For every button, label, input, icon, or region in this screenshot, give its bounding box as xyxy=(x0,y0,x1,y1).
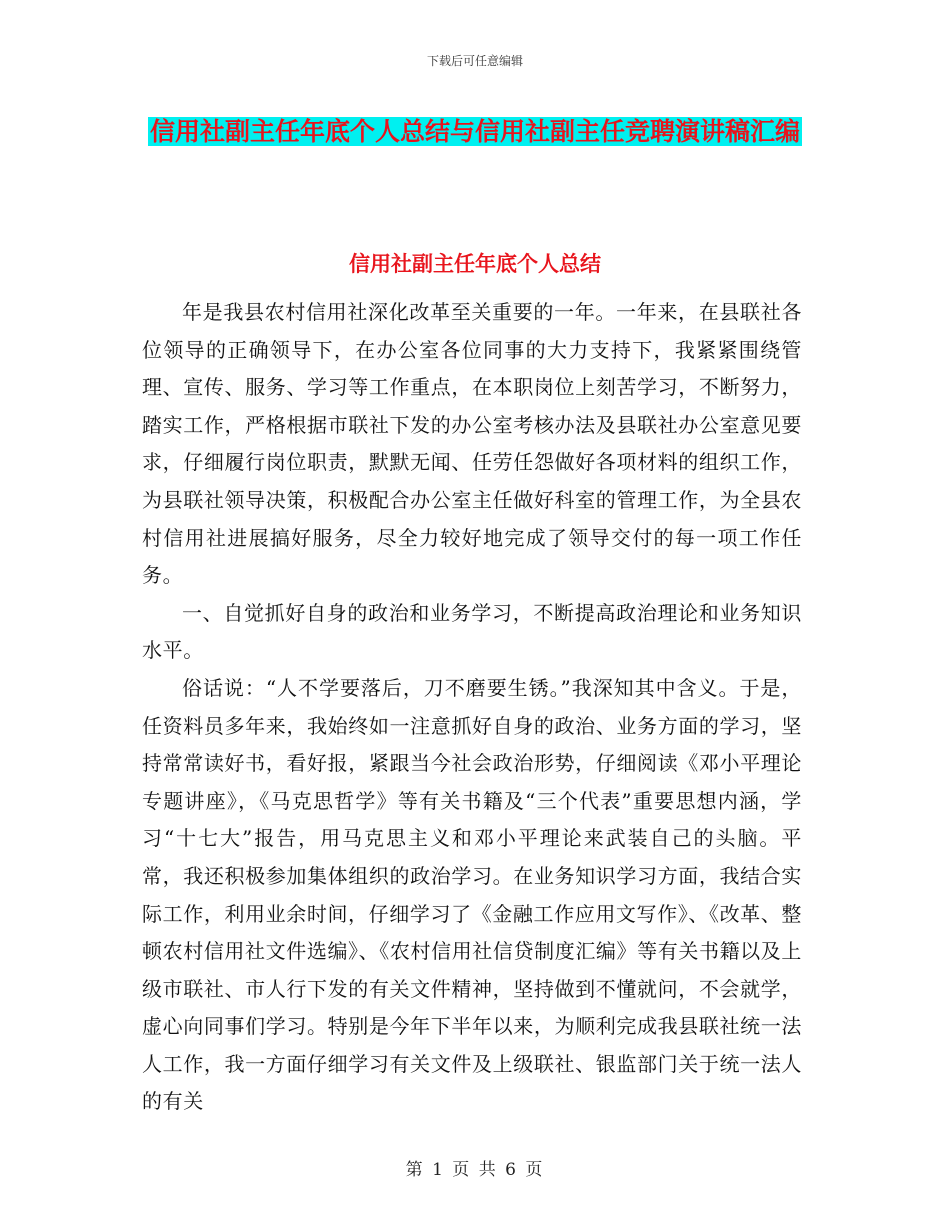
page-header-note: 下载后可任意编辑 xyxy=(426,54,523,68)
paragraph: 俗话说：“人不学要落后，刀不磨要生锈。”我深知其中含义。于是，任资料员多年来，我始终如一注意抓好自身的政治、业务方面的学习，坚持常常读好书，看好报，紧跟当今社会政治形势，仔细阅读《邓小平理论专题讲座》，《马克思哲学》等有关书籍及“三个代表”重要思想内涵，学习“十七大”报告，用马克思主义和邓小平理论来武装自己的头脑。平常，我还积极参加集体组织的政治学习。在业务知识学习方面，我结合实际工作，利用业余时间，仔细学习了《金融工作应用文写作》、《改革、整顿农村信用社文件选编》、《农村信用社信贷制度汇编》等有关书籍以及上级市联社、市人行下发的有关文件精神，坚持做到不懂就问，不会就学，虚心向同事们学习。特别是今年下半年以来，为顺利完成我县联社统一法人工作，我一方面仔细学习有关文件及上级联社、银监部门关于统一法人的有关 xyxy=(142,675,802,1114)
paragraph: 年是我县农村信用社深化改革至关重要的一年。一年来，在县联社各位领导的正确领导下，在办公室各位同事的大力支持下，我紧紧围绕管理、宣传、服务、学习等工作重点，在本职岗位上刻苦学习，不断努力，踏实工作，严格根据市联社下发的办公室考核办法及县联社办公室意见要求，仔细履行岗位职责，默默无闻、任劳任怨做好各项材料的组织工作，为县联社领导决策，积极配合办公室主任做好科室的管理工作，为全县农村信用社进展搞好服务，尽全力较好地完成了领导交付的每一项工作任务。 xyxy=(142,300,802,588)
document-body xyxy=(142,294,802,1121)
section-title: 信用社副主任年底个人总结 xyxy=(349,252,601,276)
document-title xyxy=(145,110,805,154)
paragraph: 一、自觉抓好自身的政治和业务学习，不断提高政治理论和业务知识水平。 xyxy=(142,600,802,663)
document-title-highlight: 信用社副主任年底个人总结与信用社副主任竞聘演讲稿汇编 xyxy=(149,117,800,146)
page-number-footer: 第 1 页 共 6 页 xyxy=(405,1160,545,1180)
